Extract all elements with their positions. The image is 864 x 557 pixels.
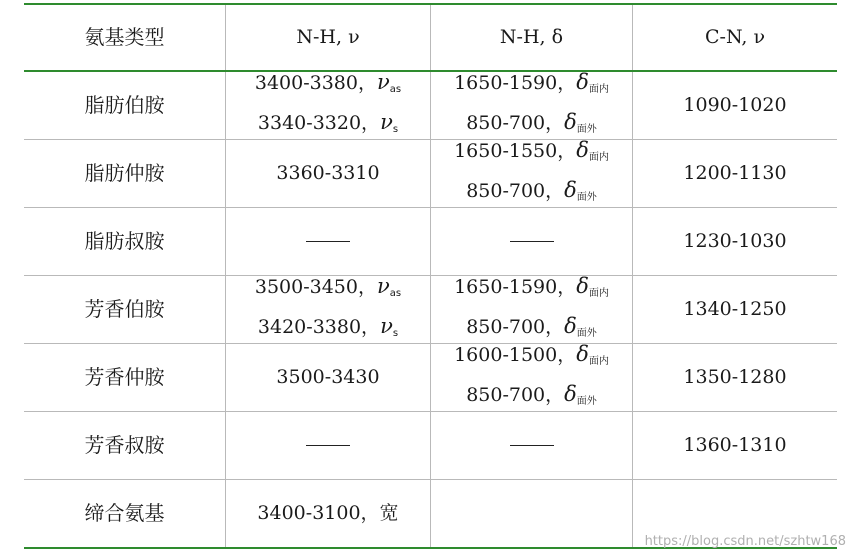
table-row xyxy=(24,341,837,412)
vibration-symbol: δ xyxy=(576,69,589,94)
vibration-subscript: as xyxy=(389,83,402,95)
table-row xyxy=(24,137,837,208)
vibration-subscript: 面外 xyxy=(576,395,597,407)
table-row xyxy=(24,208,837,276)
vibration-subscript: s xyxy=(392,327,399,339)
value-range: 1650-1550， xyxy=(454,139,577,162)
table-row xyxy=(24,69,837,140)
vibration-subscript: 面外 xyxy=(576,191,597,203)
vibration-subscript: 面外 xyxy=(576,327,597,339)
amine-type-label: 芳香仲胺 xyxy=(84,365,165,389)
value-range: 1650-1590， xyxy=(454,71,577,94)
cell-nh-stretch xyxy=(226,480,431,547)
vibration-subscript: as xyxy=(389,287,402,299)
cell-nh-stretch xyxy=(226,140,431,207)
dash-placeholder xyxy=(306,241,350,242)
vibration-symbol: δ xyxy=(576,273,589,298)
vibration-subscript: 面内 xyxy=(588,287,609,299)
table-body xyxy=(24,69,837,549)
cell-nh-stretch xyxy=(226,273,431,343)
value-range: 3340-3320， xyxy=(257,111,381,134)
value-range: 3360-3310 xyxy=(276,162,380,184)
value-range: 3420-3380， xyxy=(257,315,381,338)
cn-value: 1340-1250 xyxy=(683,298,787,320)
cell-amine-type xyxy=(24,480,226,547)
value-line xyxy=(255,270,401,310)
header-nh-bend: N-H, δ xyxy=(431,5,633,70)
value-line xyxy=(276,361,379,394)
amine-type-label: 脂肪伯胺 xyxy=(84,93,165,117)
dash-placeholder xyxy=(510,445,554,446)
cell-nh-stretch xyxy=(226,412,431,479)
vibration-symbol: δ xyxy=(576,341,589,366)
dash-placeholder xyxy=(306,445,350,446)
vibration-symbol: δ xyxy=(564,177,577,202)
vibration-subscript: s xyxy=(392,123,399,135)
amine-type-label: 脂肪叔胺 xyxy=(84,229,165,253)
cn-value: 1360-1310 xyxy=(683,434,787,456)
value-range: 3400-3380， xyxy=(254,71,377,94)
header-nh-stretch: N-H, ν xyxy=(226,5,431,70)
value-line xyxy=(454,338,609,378)
cn-value: 1230-1030 xyxy=(683,230,787,252)
cell-cn-stretch xyxy=(633,72,837,139)
value-range: 1600-1500， xyxy=(454,343,577,366)
cn-value: 1200-1130 xyxy=(683,162,787,184)
vibration-subscript: 面内 xyxy=(588,151,609,163)
value-range: 850-700， xyxy=(466,315,565,338)
vibration-symbol: ν xyxy=(380,109,393,134)
cell-cn-stretch xyxy=(633,344,837,411)
header-amine-type: 氨基类型 xyxy=(24,5,226,70)
cell-nh-bend xyxy=(431,341,633,411)
cell-nh-bend xyxy=(431,208,633,275)
cell-amine-type xyxy=(24,276,226,343)
dash-placeholder xyxy=(510,241,554,242)
cell-nh-bend xyxy=(431,480,633,547)
value-range: 850-700， xyxy=(466,383,565,406)
cell-nh-bend xyxy=(431,273,633,343)
amine-type-label: 缔合氨基 xyxy=(84,501,165,525)
cell-nh-bend xyxy=(431,69,633,139)
value-line xyxy=(454,134,609,174)
amine-ir-table xyxy=(24,3,837,549)
cell-cn-stretch xyxy=(633,208,837,275)
amine-type-label: 脂肪仲胺 xyxy=(84,161,165,185)
value-line xyxy=(257,497,398,530)
cell-amine-type xyxy=(24,140,226,207)
cell-nh-bend xyxy=(431,412,633,479)
value-range: 850-700， xyxy=(466,179,565,202)
cell-nh-stretch xyxy=(226,208,431,275)
header-cn-stretch: C-N, ν xyxy=(705,26,765,48)
vibration-symbol: ν xyxy=(377,273,390,298)
cell-nh-stretch xyxy=(226,69,431,139)
vibration-symbol: δ xyxy=(564,313,577,338)
cell-amine-type xyxy=(24,72,226,139)
vibration-symbol: ν xyxy=(380,313,393,338)
value-line xyxy=(454,66,609,106)
amine-type-label: 芳香伯胺 xyxy=(84,297,165,321)
value-range: 3400-3100，宽 xyxy=(257,502,399,524)
table-row xyxy=(24,412,837,480)
vibration-symbol: δ xyxy=(576,137,589,162)
cell-amine-type xyxy=(24,208,226,275)
value-range: 3500-3430 xyxy=(276,366,380,388)
cell-cn-stretch xyxy=(633,276,837,343)
table-header-row xyxy=(24,3,837,72)
cell-nh-bend xyxy=(431,137,633,207)
value-range: 850-700， xyxy=(466,111,565,134)
vibration-symbol: δ xyxy=(564,109,577,134)
value-line xyxy=(454,270,609,310)
cn-value: 1090-1020 xyxy=(683,94,787,116)
vibration-symbol: ν xyxy=(377,69,390,94)
watermark: https://blog.csdn.net/szhtw168 xyxy=(644,534,846,549)
cell-cn-stretch xyxy=(633,140,837,207)
vibration-subscript: 面内 xyxy=(588,83,609,95)
value-line xyxy=(276,157,379,190)
vibration-symbol: δ xyxy=(564,381,577,406)
value-range: 3500-3450， xyxy=(254,275,377,298)
cell-cn-stretch xyxy=(633,412,837,479)
vibration-subscript: 面内 xyxy=(588,355,609,367)
cell-nh-stretch xyxy=(226,344,431,411)
value-line xyxy=(255,66,401,106)
amine-type-label: 芳香叔胺 xyxy=(84,433,165,457)
value-range: 1650-1590， xyxy=(454,275,577,298)
vibration-subscript: 面外 xyxy=(576,123,597,135)
cell-amine-type xyxy=(24,412,226,479)
table-row xyxy=(24,273,837,344)
cn-value: 1350-1280 xyxy=(683,366,787,388)
cell-amine-type xyxy=(24,344,226,411)
